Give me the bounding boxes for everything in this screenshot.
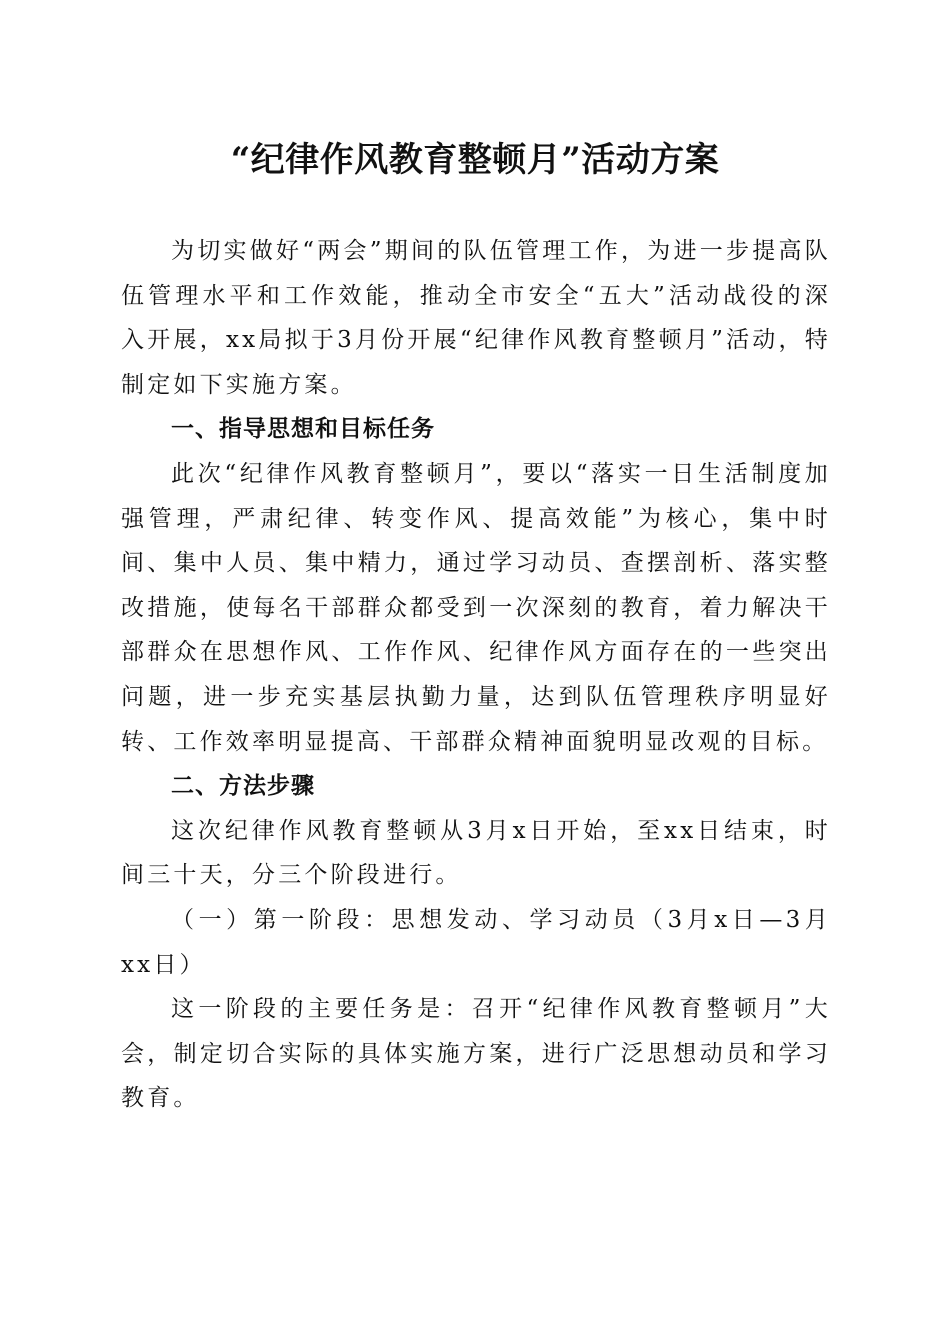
guiding-ideology-paragraph: 此次“纪律作风教育整顿月”，要以“落实一日生活制度加强管理，严肃纪律、转变作风、提高效能”为核心，集中时间、集中人员、集中精力，通过学习动员、查摆剖析、落实整改措施，使每名干部群众都受到一次深刻的教育，着力解决干部群众在思想作风、工作作风、纪律作风方面存在的一些突出问题，进一步充实基层执勤力量，达到队伍管理秩序明显好转、工作效率明显提高、干部群众精神面貌明显改观的目标。 [121, 460, 831, 755]
stage-one-heading: （一）第一阶段：思想发动、学习动员（3月x日—3月xx日） [121, 906, 831, 978]
method-steps-paragraph: 这次纪律作风教育整顿从3月x日开始，至xx日结束，时间三十天，分三个阶段进行。 [121, 817, 831, 889]
intro-paragraph: 为切实做好“两会”期间的队伍管理工作，为进一步提高队伍管理水平和工作效能，推动全市安全“五大”活动战役的深入开展，xx局拟于3月份开展“纪律作风教育整顿月”活动，特制定如下实施方案。 [121, 238, 831, 398]
section-heading-1: 一、指导思想和目标任务 [171, 415, 435, 443]
document-body [121, 229, 831, 1121]
document-title: “纪律作风教育整顿月”活动方案 [230, 140, 720, 180]
stage-one-paragraph: 这一阶段的主要任务是：召开“纪律作风教育整顿月”大会，制定切合实际的具体实施方案，进行广泛思想动员和学习教育。 [121, 996, 831, 1112]
section-heading-2: 二、方法步骤 [171, 772, 315, 800]
